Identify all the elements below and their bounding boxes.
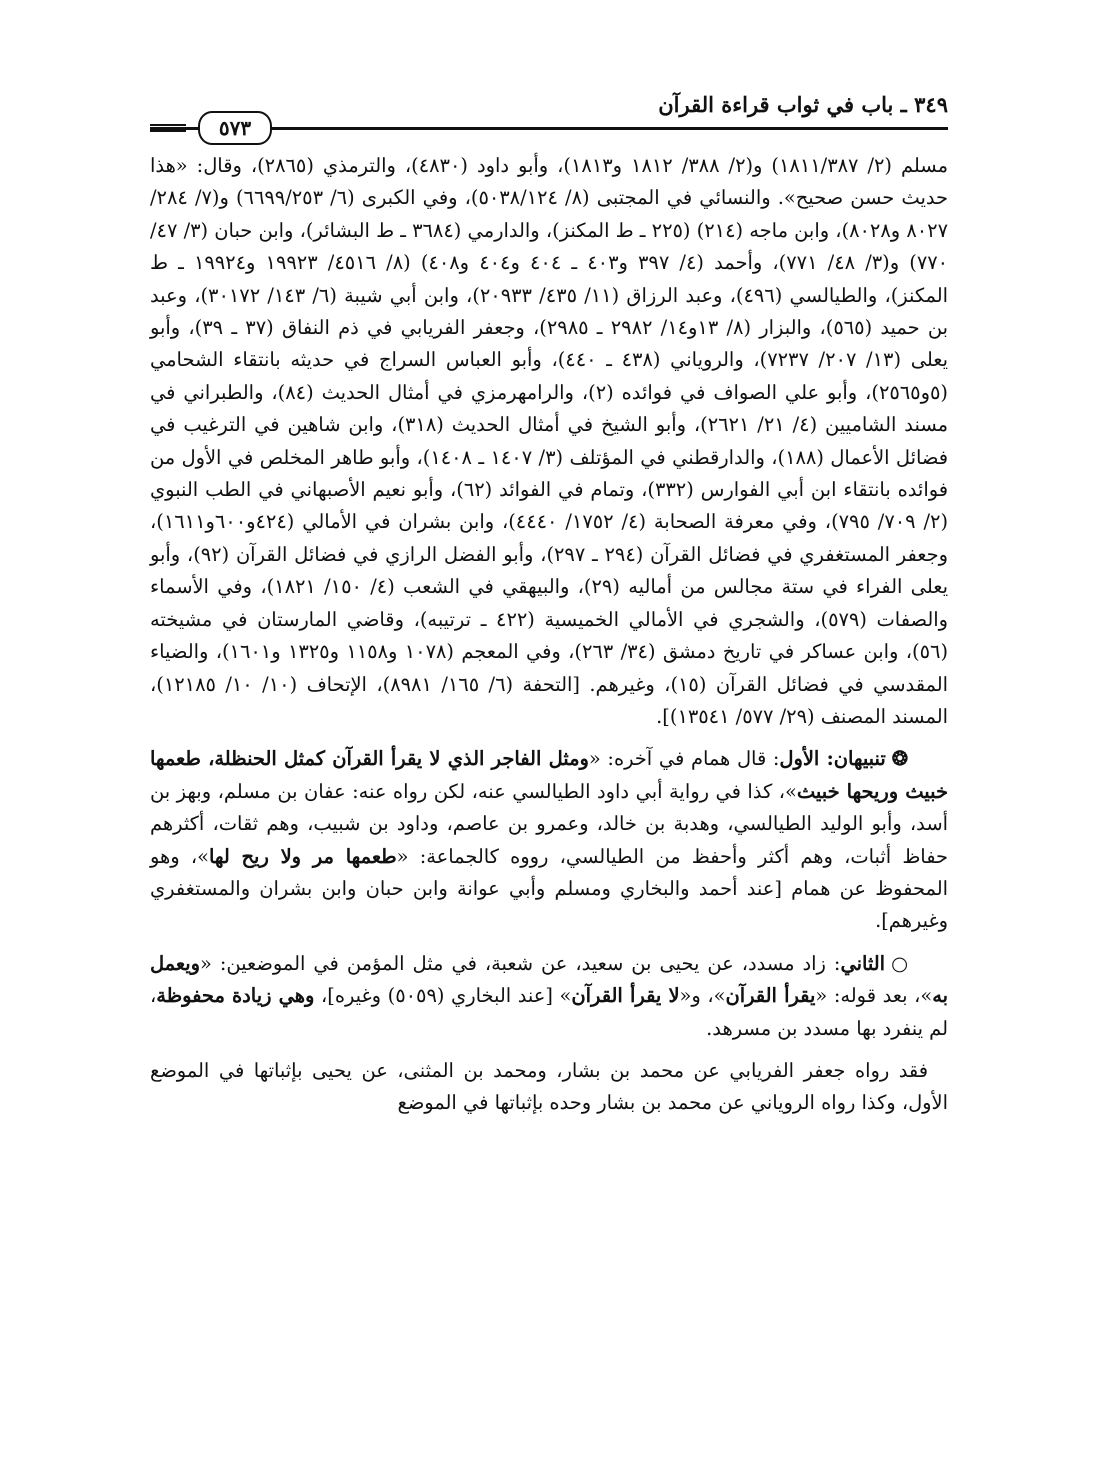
note-text: »، وهو المحفوظ عن همام [عند أحمد والبخاري ومسلم وأبي عوانة وابن حبان وابن بشران والمستغفري وغيرهم]. — [150, 844, 948, 933]
badge-lead-line — [150, 130, 186, 132]
hadith-quote: ومثل الفاجر الذي لا يقرأ القرآن كمثل الحنظلة، طعمها خبيث وريحها خبيث — [150, 747, 948, 803]
note-text: : زاد مسدد، عن يحيى بن سعيد، عن شعبة، في مثل المؤمن في الموضعين: « — [200, 951, 841, 975]
note-text: »، و« — [679, 984, 726, 1008]
page-body — [150, 150, 948, 1120]
note-bullet-icon: ❂ — [891, 747, 909, 771]
hadith-quote: يقرأ القرآن — [725, 984, 816, 1008]
book-page — [150, 80, 948, 1380]
emphasis-text: وهي زيادة محفوظة — [156, 984, 315, 1008]
continuation-paragraph: فقد رواه جعفر الفريابي عن محمد بن بشار، ومحمد بن المثنى، عن يحيى بإثباتها في الموضع الأول، وكذا رواه الروياني عن محمد بن بشار وحده بإثباتها في الموضع — [150, 1058, 948, 1115]
hadith-quote: طعمها مر ولا ريح لها — [208, 844, 397, 868]
note-text: : قال همام في آخره: « — [588, 747, 780, 771]
badge-lead-line — [150, 124, 186, 126]
references-paragraph: مسلم (٢/ ١٨١١/٣٨٧) و(٢/ ٣٨٨/ ١٨١٢ و١٨١٣)، وأبو داود (٤٨٣٠)، والترمذي (٢٨٦٥)، وقال: «هذا حديث حسن صحيح». والنسائي في المجتبى (٨/ ٥٠٣٨/١٢٤)، وفي الكبرى (٦/ ٦٦٩٩/٢٥٣) و(٧/ ٢٨٤/ ٨٠٢٧ و٨٠٢٨)، وابن ماجه (٢١٤) (٢٢٥ ـ ط المكنز)، والدارمي (٣٦٨٤ ـ ط البشائر)، وابن حبان (٣/ ٤٧/ ٧٧٠) و(٣/ ٤٨/ ٧٧١)، وأحمد (٤/ ٣٩٧ و٤٠٣ ـ ٤٠٤ و٤٠٤ و٤٠٨) (٨/ ٤٥١٦/ ١٩٩٢٣ و١٩٩٢٤ ـ ط المكنز)، والطيالسي (٤٩٦)، وعبد الرزاق (١١/ ٤٣٥/ ٢٠٩٣٣)، وابن أبي شيبة (٦/ ١٤٣/ ٣٠١٧٢)، وعبد بن حميد (٥٦٥)، والبزار (٨/ ١٣و١٤/ ٢٩٨٢ ـ ٢٩٨٥)، وجعفر الفريابي في ذم النفاق (٣٧ ـ ٣٩)، وأبو يعلى (١٣/ ٢٠٧/ ٧٢٣٧)، والروياني (٤٣٨ ـ ٤٤٠)، وأبو العباس السراج في حديثه بانتقاء الشحامي (٥و٢٥٦٥)، وأبو علي الصواف في فوائده (٢)، والرامهرمزي في أمثال الحديث (٨٤)، والطبراني في مسند الشاميين (٤/ ٢١/ ٢٦٢١)، وأبو الشيخ في أمثال الحديث (٣١٨)، وابن شاهين في الترغيب في فضائل الأعمال (١٨٨)، والدارقطني في المؤتلف (٣/ ١٤٠٧ ـ ١٤٠٨)، وأبو طاهر المخلص في الأول من فوائده بانتقاء ابن أبي الفوارس (٣٣٢)، وتمام في الفوائد (٦٢)، وأبو نعيم الأصبهاني في الطب النبوي (٢/ ٧٠٩/ ٧٩٥)، وفي معرفة الصحابة (٤/ ١٧٥٢/ ٤٤٤٠)، وابن بشران في الأمالي (٤٢٤و٦٠٠و١٦١١)، وجعفر المستغفري في فضائل القرآن (٢٩٤ ـ ٢٩٧)، وأبو الفضل الرازي في فضائل القرآن (٩٢)، وأبو يعلى الفراء في ستة مجالس من أماليه (٢٩)، والبيهقي في الشعب (٤/ ١٥٠/ ١٨٢١)، وفي الأسماء والصفات (٥٧٩)، والشجري في الأمالي الخميسية (٤٢٢ ـ ترتيبه)، وقاضي المارستان في مشيخته (٥٦)، وابن عساكر في تاريخ دمشق (٣٤/ ٢٦٣)، وفي المعجم (١٠٧٨ و١١٥٨ و١٣٢٥ و١٦٠١)، والضياء المقدسي في فضائل القرآن (١٥)، وغيرهم. [التحفة (٦/ ١٦٥/ ٨٩٨١)، الإتحاف (١٠/ ١٠/ ١٢١٨٥)، المسند المصنف (٢٩/ ٥٧٧/ ١٣٥٤١)]. — [150, 154, 949, 728]
page-number-badge — [198, 111, 272, 145]
page-number: ٥٧٣ — [218, 116, 252, 140]
note-text: » [عند البخاري (٥٠٥٩) وغيره]، — [314, 984, 572, 1008]
note-text: »، كذا في رواية أبي داود الطيالسي عنه، لكن رواه عنه: عفان بن مسلم، وبهز بن أسد، وأبو الوليد الطيالسي، وهدبة بن خالد، وعمرو بن عاصم، وداود بن شبيب، وهم ثقات، أكثرهم حفاظ أثبات، وهم أكثر وأحفظ من الطيالسي، رووه كالجماعة: « — [150, 779, 948, 868]
circle-bullet-icon: ○ — [891, 951, 908, 975]
page-header — [150, 80, 948, 140]
note-second-paragraph — [150, 948, 948, 1045]
note-first-paragraph — [150, 743, 948, 937]
note-text: »، بعد قوله: « — [815, 984, 933, 1008]
note-heading: تنبيهان: الأول — [779, 747, 886, 771]
hadith-quote: ويعمل به — [150, 951, 949, 1008]
note-heading: الثاني — [840, 951, 886, 975]
chapter-title: ٣٤٩ ـ باب في ثواب قراءة القرآن — [658, 92, 948, 117]
note-text: ، لم ينفرد بها مسدد بن مسرهد. — [150, 984, 948, 1040]
hadith-quote: لا يقرأ القرآن — [571, 984, 680, 1008]
